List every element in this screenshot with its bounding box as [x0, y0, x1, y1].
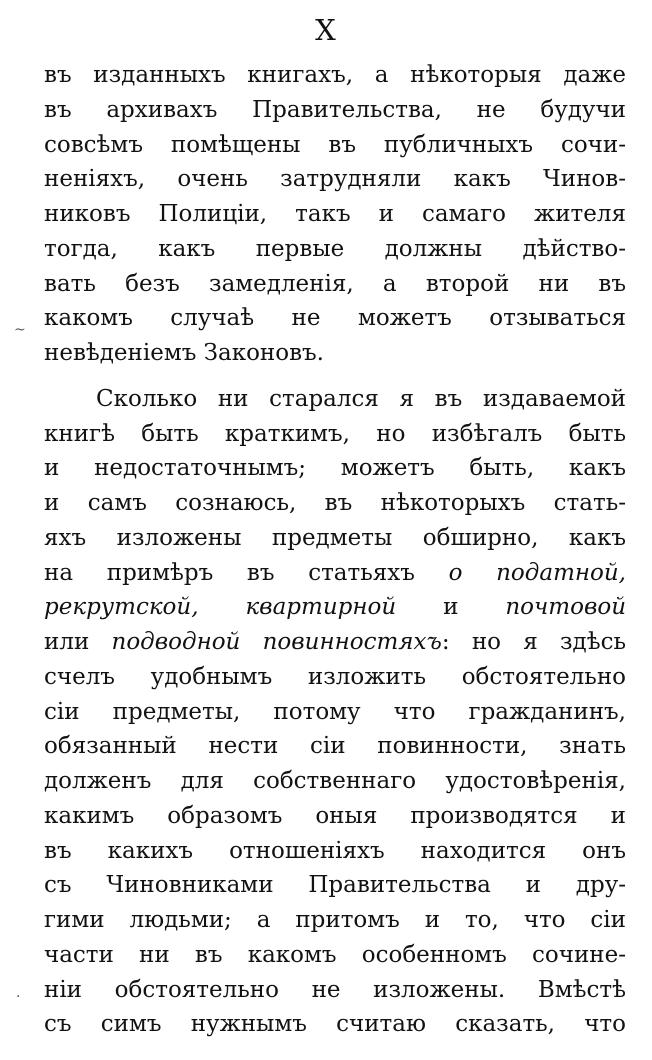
text-line: счелъ удобнымъ изложить обстоятельно: [44, 663, 626, 690]
italic-text: о податной,: [448, 559, 626, 586]
text-line: гими людьми; а притомъ и то, что сіи: [44, 907, 626, 933]
text-line: рекрутской, квартирной и почтовой: [44, 594, 626, 621]
text-line: книгѣ быть краткимъ, но избѣгалъ быть: [44, 420, 626, 447]
text-line: въ изданныхъ книгахъ, а нѣкоторыя даже: [44, 62, 626, 88]
text-line: съ Чиновниками Правительства и дру-: [44, 872, 626, 899]
text-line: съ симъ нужнымъ считаю сказать, что: [44, 1011, 626, 1038]
text-line: Сколько ни старался я въ издаваемой: [96, 385, 626, 412]
italic-text: рекрутской, квартирной: [44, 594, 397, 621]
text-line: и самъ сознаюсь, въ нѣкоторыхъ стать-: [44, 490, 626, 516]
italic-text: почтовой: [505, 594, 626, 621]
body-text: [44, 58, 626, 1042]
text-line: тогда, какъ первые должны дѣйство-: [44, 235, 626, 262]
text-line: въ архивахъ Правительства, не будучи: [44, 96, 626, 123]
text-line: ніи обстоятельно не изложены. Вмѣстѣ: [44, 976, 626, 1003]
text-line: яхъ изложены предметы обширно, какъ: [44, 524, 626, 551]
text-line: какимъ образомъ оныя производятся и: [44, 802, 626, 829]
text-line: и недостаточнымъ; можетъ быть, какъ: [44, 455, 626, 482]
text-line: вать безъ замедленія, а второй ни въ: [44, 270, 626, 297]
text-line: сіи предметы, потому что гражданинъ,: [44, 698, 626, 725]
text-line: или подводной повинностяхъ: но я здѣсь: [44, 629, 626, 655]
text-line: въ какихъ отношеніяхъ находится онъ: [44, 837, 626, 864]
text-line: никовъ Полиціи, такъ и самаго жителя: [44, 201, 626, 227]
text-line: части ни въ какомъ особенномъ сочине-: [44, 941, 626, 968]
text-line: долженъ для собственнаго удостовѣренія,: [44, 768, 626, 794]
text-line: какомъ случаѣ не можетъ отзываться: [44, 305, 626, 332]
margin-mark: ·: [16, 989, 21, 1005]
text-line: неніяхъ, очень затрудняли какъ Чинов-: [44, 166, 626, 193]
text-line: обязанный нести сіи повинности, знать: [44, 733, 626, 760]
text-line: невѣденіемъ Законовъ.: [44, 340, 324, 366]
page-number: X: [315, 13, 337, 47]
italic-text: подводной повинностяхъ: [111, 629, 442, 655]
text-line: на примѣръ въ статьяхъ о податной,: [44, 559, 626, 586]
text-line: совсѣмъ помѣщены въ публичныхъ сочи-: [44, 131, 626, 158]
margin-mark: ~: [14, 322, 26, 338]
